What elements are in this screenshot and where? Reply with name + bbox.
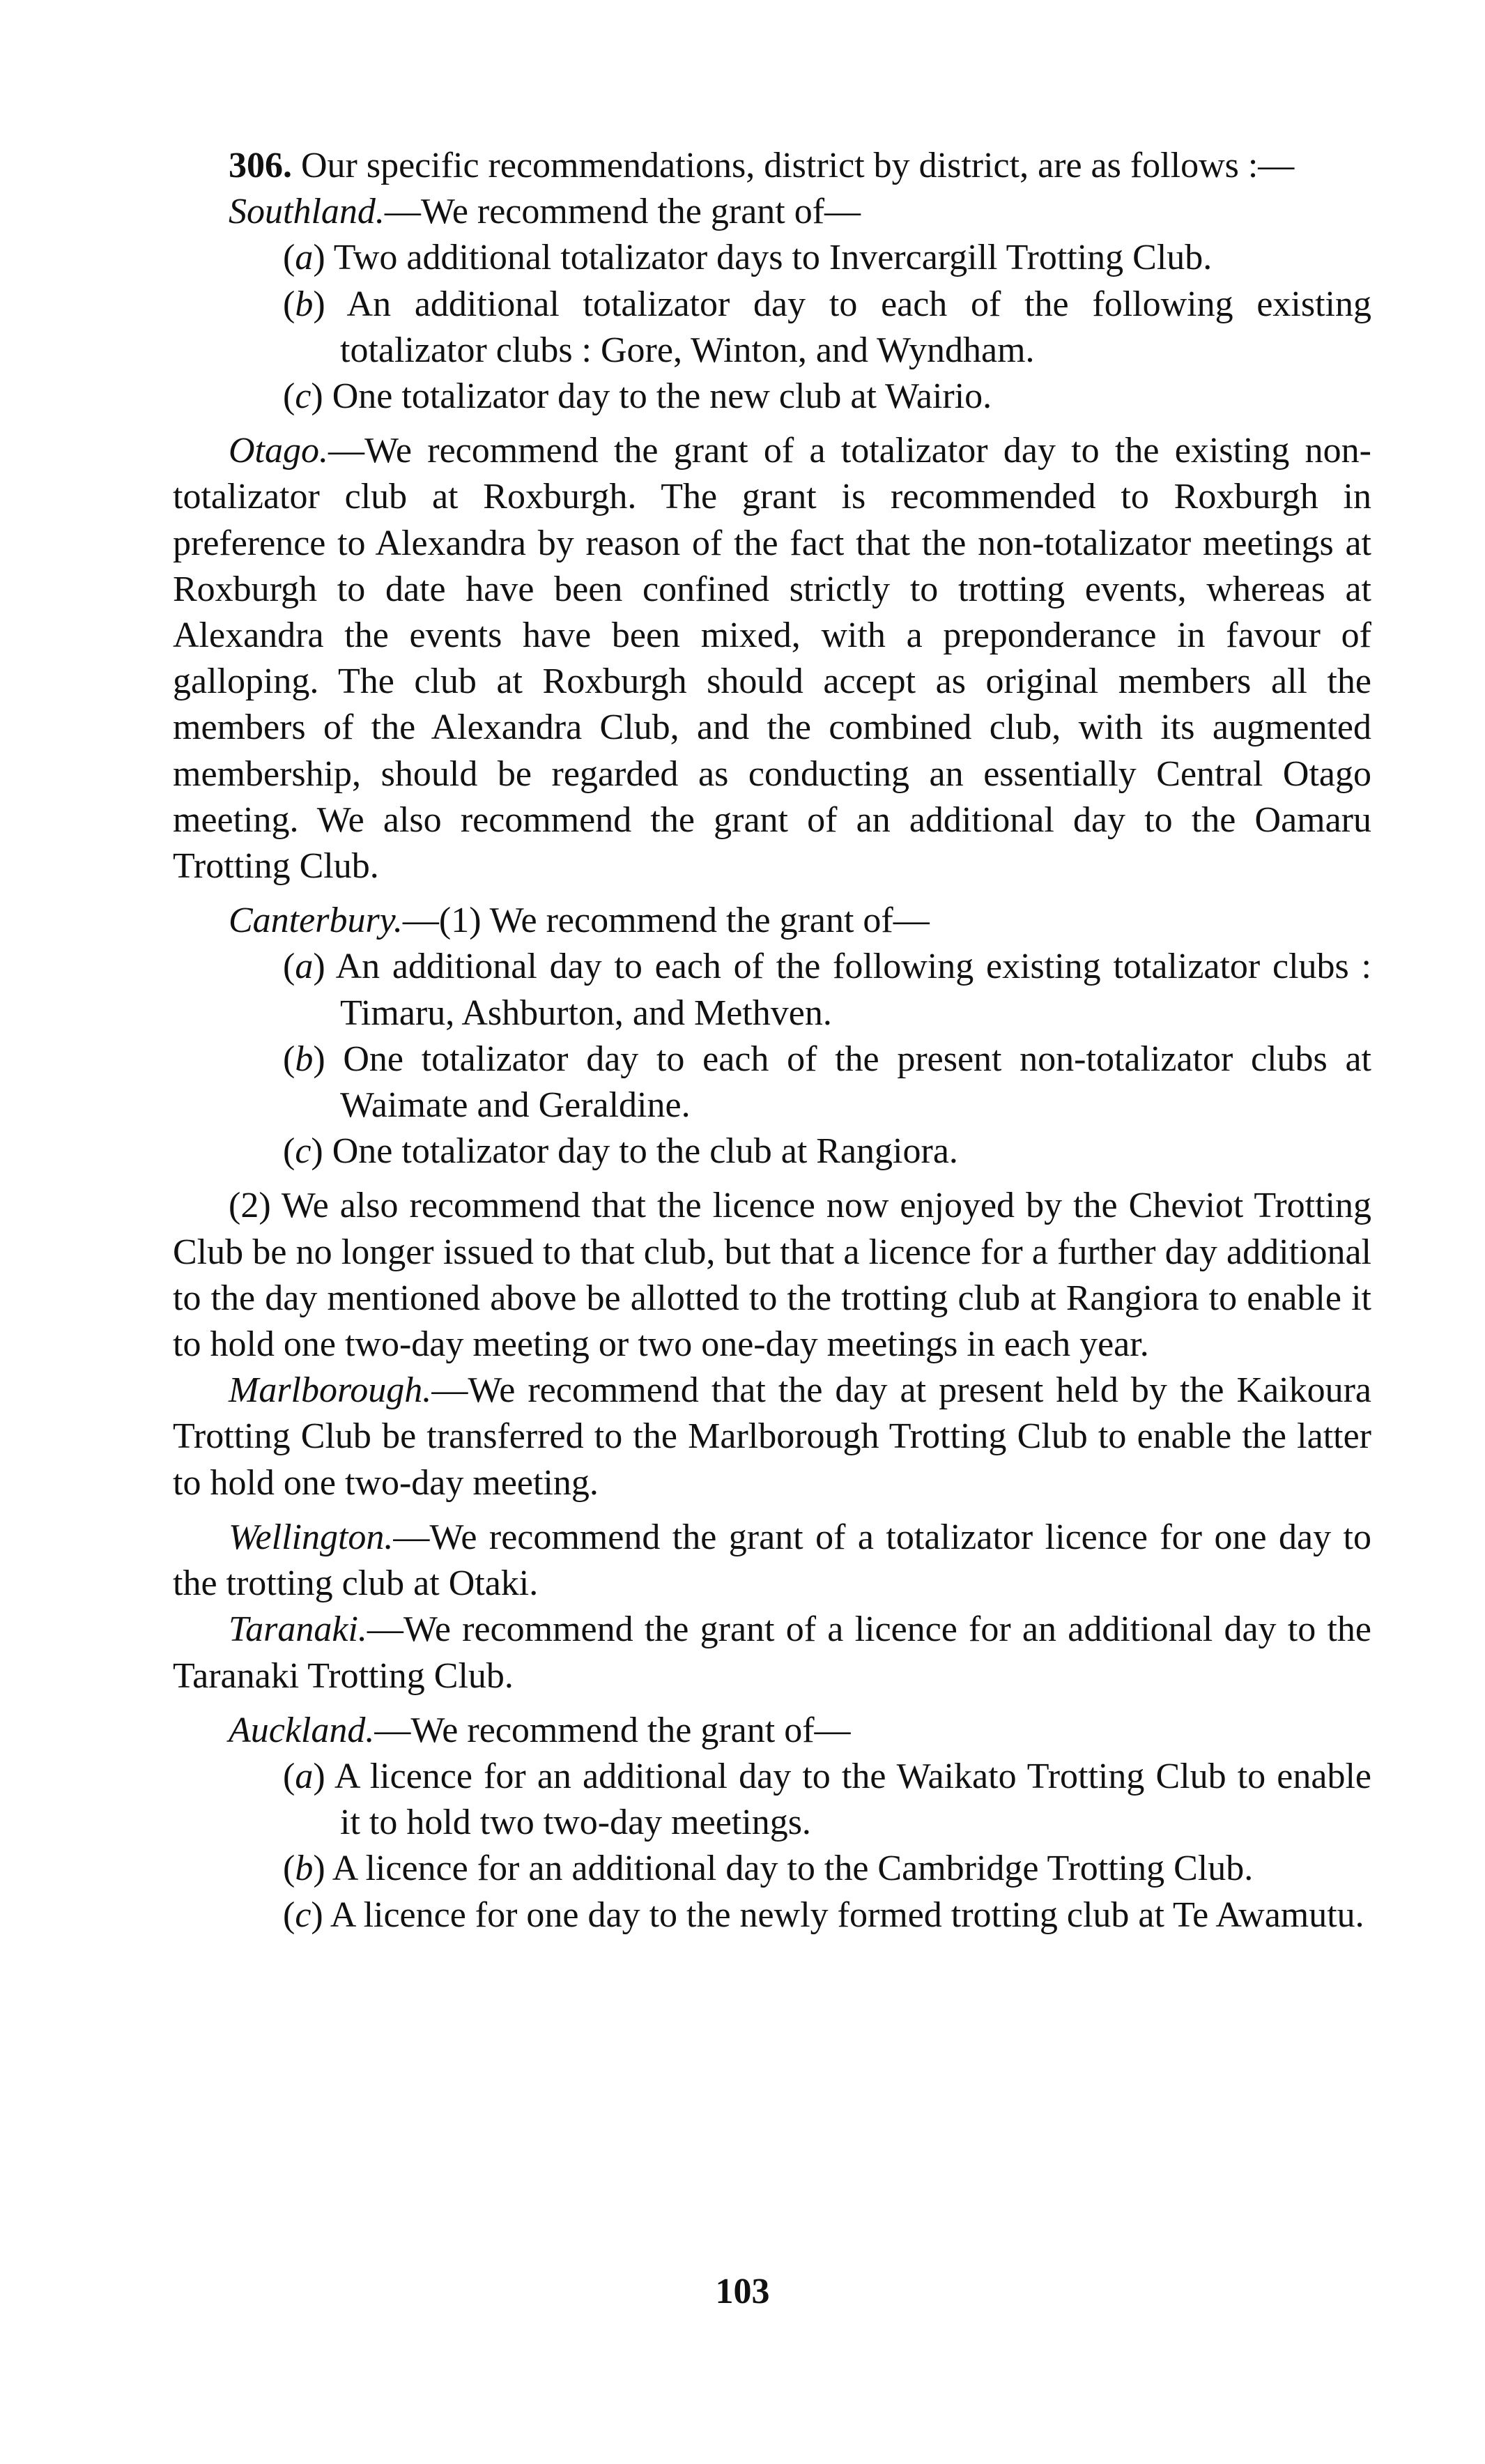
- region-name: Southland.: [229, 192, 385, 232]
- taranaki-paragraph: [173, 1607, 1371, 1699]
- paragraph-306: [173, 143, 1371, 189]
- southland-item-c: (c) One totalizator day to the new club at Wairio.: [283, 376, 992, 417]
- region-lead: —(1) We recommend the grant of—: [402, 901, 930, 941]
- region-lead: —We recommend the grant of—: [384, 192, 861, 232]
- canterbury-item-a: (a) An additional day to each of the following existing totalizator clubs : Timaru, Ashburton, and Methven.: [283, 947, 1371, 1033]
- paragraph-number: 306.: [229, 146, 292, 185]
- region-name: Auckland.: [229, 1710, 375, 1750]
- wellington-paragraph: [173, 1515, 1371, 1607]
- page-number: 103: [715, 2272, 770, 2311]
- region-text: —We recommend the grant of a totalizator licence for one day to the trotting club at Otaki.: [173, 1517, 1371, 1604]
- page-body: [173, 143, 1371, 1938]
- canterbury-item-b: (b) One totalizator day to each of the present non-totalizator clubs at Waimate and Geraldine.: [283, 1039, 1371, 1126]
- marlborough-paragraph: [173, 1368, 1371, 1506]
- canterbury-paragraph-2: (2) We also recommend that the licence now enjoyed by the Cheviot Trotting Club be no longer issued to that club, but that a licence for a further day additional to the day mentioned above be allotted to the trotting club at Rangiora to enable it to hold one two-day meeting or two one-day meetings in each year.: [173, 1186, 1371, 1365]
- region-name: Canterbury.: [229, 901, 403, 941]
- southland-heading: [173, 189, 1371, 235]
- southland-item-a: (a) Two additional totalizator days to Invercargill Trotting Club.: [283, 238, 1213, 278]
- region-name: Otago.: [229, 431, 328, 471]
- region-text: —We recommend the grant of a totalizator day to the existing non-totalizator club at Roxburgh. The grant is recommended to Roxburgh in preference to Alexandra by reason of the fact that the non-totalizator meetings at Roxburgh to date have been confined strictly to trotting events, whereas at Alexandra the events have been mixed, with a preponderance in favour of galloping. The club at Roxburgh should accept as original members all the members of the Alexandra Club, and the combined club, with its augmented membership, should be regarded as conducting an essentially Central Otago meeting. We also recommend the grant of an additional day to the Oamaru Trotting Club.: [173, 431, 1371, 887]
- region-text: —We recommend that the day at present held by the Kaikoura Trotting Club be transferred to the Marlborough Trotting Club to enable the latter to hold one two-day meeting.: [173, 1370, 1371, 1503]
- region-lead: —We recommend the grant of—: [374, 1710, 851, 1750]
- auckland-item-a: (a) A licence for an additional day to the Waikato Trotting Club to enable it to hold two two-day meetings.: [283, 1756, 1371, 1843]
- region-text: —We recommend the grant of a licence for an additional day to the Taranaki Trotting Club.: [173, 1609, 1371, 1696]
- region-name: Taranaki.: [229, 1609, 367, 1650]
- region-name: Marlborough.: [229, 1370, 432, 1411]
- auckland-item-b: (b) A licence for an additional day to the Cambridge Trotting Club.: [283, 1849, 1254, 1889]
- southland-item-b: (b) An additional totalizator day to each of the following existing totalizator clubs : Gore, Winton, and Wyndham.: [283, 284, 1371, 370]
- auckland-item-c: (c) A licence for one day to the newly formed trotting club at Te Awamutu.: [283, 1895, 1364, 1935]
- canterbury-heading: [173, 898, 1371, 944]
- auckland-heading: [173, 1708, 1371, 1754]
- region-name: Wellington.: [229, 1517, 394, 1557]
- canterbury-item-c: (c) One totalizator day to the club at Rangiora.: [283, 1131, 958, 1172]
- otago-paragraph: [173, 428, 1371, 889]
- paragraph-text: Our specific recommendations, district by district, are as follows :—: [301, 146, 1295, 185]
